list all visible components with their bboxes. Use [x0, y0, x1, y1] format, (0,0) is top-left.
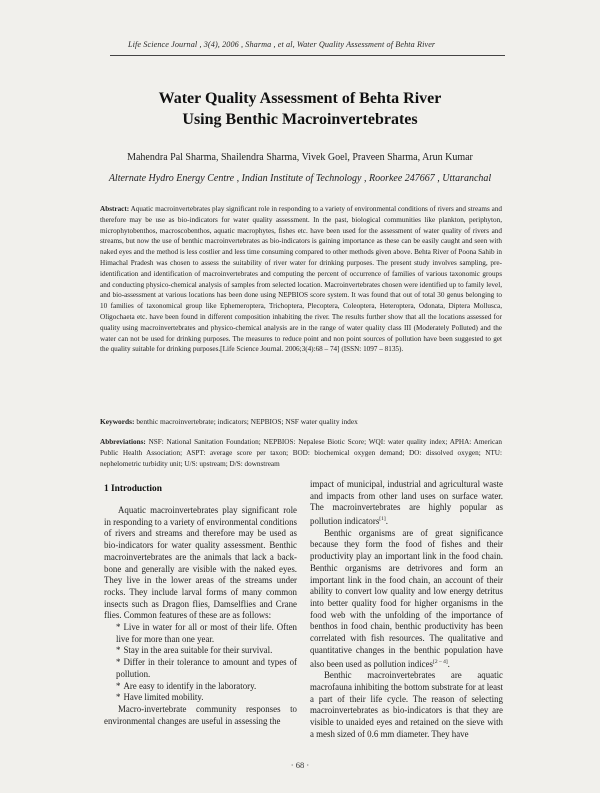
intro-paragraph-5: Benthic macroinvertebrates are aquatic macrofauna inhibiting the bottom substrate for at least a part of their life cycle. The reason of selecting macroinvertebrates as bio-indicators is that they are visible to unaided eyes and retained on the sieve with a mesh sized of 0.6 mm diameter. They have [310, 670, 503, 739]
abstract [100, 204, 502, 355]
abstract-text: Aquatic macroinvertebrates play significant role in responding to a variety of environmental conditions of rivers and streams and therefore may be use as bio-indicators for water quality assessment. In the past, biological communities like plankton, periphyton, microphytobenthos, macroscobenthos, aquatic macrophytes, fishes etc. have been used for the assessment of water quality of rivers and streams, but now the use of benthic macroinvertebrates as bio-indicators is gaining importance as these can be easily caught and seen with naked eyes and the method is less costlier and less time consuming compared to other methods given above. Behta River of Poona Sahib in Himachal Pradesh was chosen to assess the suitability of river water for drinking purposes. The present study involves sampling, pre-identification and identification of macroinvertebrates and computing the percent of occurrence of families of various taxonomic groups and conducting physico-chemical analysis of samples from selected location. Macroinvertebrates chosen were identified up to family level, and bio-assessment at various locations has been done using NEPBIOS score system. It was found that out of total 30 genus belonging to 10 families of taxonomical group like Ephemeroptera, Trichoptera, Plecoptera, Coleoptera, Heteroptera, Odonata, Diptera Mollusca, Oligochaeta etc. have been found in different composition inhabiting the river. The results further show that all the locations assessed for quality using macroinvertebrates and physico-chemical analysis are in the range of water quality class III (Moderately Polluted) and the water can not be used for drinking purposes. The measures to reduce point and non point sources of pollution have been suggested to get the quality suitable for drinking purposes.[Life Science Journal. 2006;3(4):68 – 74] (ISSN: 1097 – 8135). [100, 205, 503, 354]
intro-paragraph-1: Aquatic macroinvertebrates play significant role in responding to a variety of environmental conditions of rivers and streams and therefore may be used as bio-indicators for water quality assessment. Benthic macroinvertebrates are the animals that lack a back-bone and generally are visible with the naked eyes. They live in the lower areas of the streams under rocks. They include larval forms of many common insects such as Dragon flies, Damselflies and Crane flies. Common features of these are as follows: [104, 505, 297, 621]
list-item: * Are easy to identify in the laboratory. [116, 680, 257, 691]
list-item: * Differ in their tolerance to amount and types of pollution. [116, 657, 297, 679]
intro-paragraph-2: Macro-invertebrate community responses to environmental changes are useful in assessing the [104, 703, 297, 726]
intro-paragraph-3: impact of municipal, industrial and agricultural waste and impacts from other land uses on surface water. The macroinvertebrates are highly popular as pollution indicators[1]. [310, 479, 503, 527]
abbreviations-label: Abbreviations: [100, 438, 146, 446]
affiliation: Alternate Hydro Energy Centre , Indian Institute of Technology , Roorkee 247667 , Uttaranchal [108, 173, 492, 184]
list-item: * Have limited mobility. [116, 692, 204, 703]
keywords [100, 417, 502, 428]
title-line-1: Water Quality Assessment of Behta River [158, 90, 442, 107]
abbreviations-text: NSF: National Sanitation Foundation; NEPBIOS: Nepalese Biotic Score; WQI: water quality index; APHA: American Public Health Association; ASPT: average score per taxon; BOD: biochemical oxygen demand; DO: dissolved oxygen; NTU: nephelometric turbidity unit; U/S: upstream; D/S: downstream [100, 438, 502, 468]
right-column [310, 479, 503, 740]
keywords-label: Keywords: [100, 417, 135, 426]
citation-ref: [2 – 4] [433, 658, 448, 665]
list-item: * Live in water for all or most of their life. Often live for more than one year. [116, 622, 297, 644]
list-item: * Stay in the area suitable for their survival. [116, 645, 273, 656]
running-header: Life Science Journal , 3(4), 2006 , Sharma , et al, Water Quality Assessment of Behta River [128, 40, 436, 49]
section-heading: 1 Introduction [104, 484, 162, 494]
left-column [104, 505, 297, 727]
header-rule [110, 55, 505, 56]
keywords-text: benthic macroinvertebrate; indicators; NEPBIOS; NSF water quality index [136, 417, 358, 426]
abbreviations [100, 437, 502, 469]
author-list: Mahendra Pal Sharma, Shailendra Sharma, Vivek Goel, Praveen Sharma, Arun Kumar [127, 152, 473, 163]
citation-ref: [1] [379, 516, 386, 523]
abstract-label: Abstract: [100, 205, 130, 213]
paper-title [0, 88, 600, 130]
page-number: · 68 · [290, 760, 310, 770]
intro-paragraph-4: Benthic organisms are of great significance because they form the food of fishes and their productivity play an important link in the food chain. Benthic organisms are detrivores and form an important link in the food chain, an account of their ability to convert low quality and low energy detritus into better quality food for higher organisms in the food web with the unfolding of the importance of benthos in food chain, benthic productivity has been correlated with fish resources. The qualitative and quantitative changes in the benthic population have also been used as pollution indices[2 – 4]. [310, 527, 503, 669]
title-line-2: Using Benthic Macroinvertebrates [182, 111, 418, 128]
